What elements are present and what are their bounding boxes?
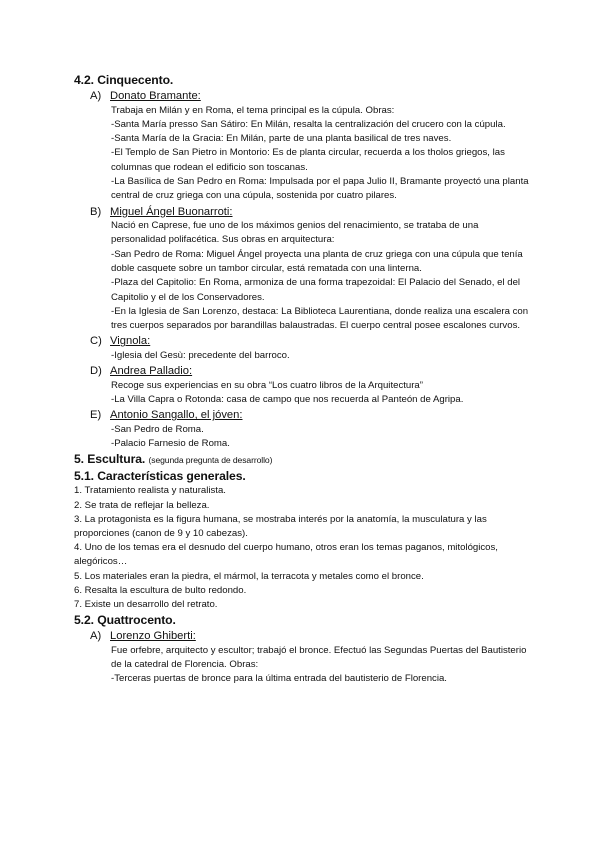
list-item-body	[74, 219, 534, 333]
list-item-title: Vignola:	[110, 335, 151, 348]
numbered-item: 3. La protagonista es la figura humana, se mostraba interés por la anatomía, la musculatura y las proporciones (canon de 9 y 10 cabezas).	[74, 513, 487, 540]
list-item-title: Andrea Palladio:	[110, 365, 193, 378]
list-item	[74, 629, 534, 644]
list-item	[74, 408, 534, 423]
paragraph: -Palacio Farnesio de Roma.	[111, 438, 230, 450]
list-item-body	[74, 423, 534, 452]
paragraph: -San Pedro de Roma: Miguel Ángel proyecta una planta de cruz griega con una cúpula que tenía doble casquete sobre un tambor circular, está rematada con una linterna.	[111, 248, 523, 274]
section-title: 4.2. Cinquecento.	[74, 73, 174, 87]
paragraph: -En la Iglesia de San Lorenzo, destaca: La Biblioteca Laurentiana, donde realiza una escalera con tres cuerpos separados por barandillas balaustradas. El cuerpo central posee escalones curvos.	[111, 305, 529, 332]
numbered-item: 1. Tratamiento realista y naturalista.	[74, 485, 226, 497]
list-item-title: Antonio Sangallo, el jóven:	[110, 409, 243, 422]
list-item-title: Miguel Ángel Buonarroti:	[110, 205, 233, 218]
paragraph: Trabaja en Milán y en Roma, el tema principal es la cúpula. Obras:	[111, 104, 395, 116]
list-marker: C)	[90, 335, 102, 348]
numbered-item: 5. Los materiales eran la piedra, el mármol, la terracota y metales como el bronce.	[74, 570, 424, 582]
document-content	[74, 72, 534, 687]
list-marker: A)	[90, 90, 102, 102]
section-title: 5.2. Quattrocento.	[74, 613, 176, 628]
paragraph: -Santa María de la Gracia: En Milán, parte de una planta basilical de tres naves.	[111, 133, 452, 145]
list-item-title: Lorenzo Ghiberti:	[110, 630, 196, 643]
list-item	[74, 334, 534, 349]
list-marker: A)	[90, 630, 102, 643]
numbered-item: 7. Existe un desarrollo del retrato.	[74, 599, 218, 611]
paragraph: Fue orfebre, arquitecto y escultor; trabajó el bronce. Efectuó las Segundas Puertas del Bautisterio de la catedral de Florencia. Obras:	[111, 644, 527, 671]
paragraph: Recoge sus experiencias en su obra “Los cuatro libros de la Arquitectura”	[111, 379, 423, 391]
list-item-title: Donato Bramante:	[110, 90, 201, 102]
list-marker: E)	[90, 409, 102, 422]
section-note: (segunda pregunta de desarrollo)	[148, 455, 273, 466]
list-marker: D)	[90, 365, 102, 378]
list-marker: B)	[90, 205, 102, 218]
list-item-body	[74, 379, 534, 408]
list-item-body	[74, 349, 534, 363]
list-item	[74, 205, 534, 220]
paragraph: -Plaza del Capitolio: En Roma, armoniza de una forma trapezoidal: El Palacio del Senado, el del Capitolio y el de los Conservadores.	[111, 277, 521, 303]
numbered-item: 6. Resalta la escultura de bulto redondo.	[74, 584, 247, 596]
numbered-item: 2. Se trata de reflejar la belleza.	[74, 499, 210, 511]
list-item-body	[74, 644, 534, 687]
numbered-list	[74, 484, 534, 612]
paragraph: -Terceras puertas de bronce para la última entrada del bautisterio de Florencia.	[111, 673, 447, 685]
numbered-item: 4. Uno de los temas era el desnudo del cuerpo humano, otros eran los temas paganos, mitológicos, alegóricos…	[74, 542, 498, 568]
section-title-text: 5. Escultura.	[74, 452, 146, 467]
paragraph: Nació en Caprese, fue uno de los máximos genios del renacimiento, se trataba de una personalidad polifacética. Sus obras en arquitectura:	[111, 220, 479, 246]
paragraph: -El Templo de San Pietro in Montorio: Es de planta circular, recuerda a los tholos griegos, las columnas que rodean el edificio son toscanas.	[111, 147, 505, 173]
section-title: 5.1. Características generales.	[74, 469, 246, 484]
paragraph: -Santa María presso San Sátiro: En Milán, resalta la centralización del crucero con la cúpula.	[111, 118, 506, 130]
paragraph: -La Basílica de San Pedro en Roma: Impulsada por el papa Julio II, Bramante proyectó una planta central de cruz griega con una cúpula, sostenida por cuatro pilares.	[111, 175, 529, 202]
paragraph: -Iglesia del Gesù: precedente del barroco.	[111, 349, 290, 361]
list-item	[74, 89, 534, 104]
paragraph: -La Villa Capra o Rotonda: casa de campo que nos recuerda al Panteón de Agripa.	[111, 394, 464, 406]
paragraph: -San Pedro de Roma.	[111, 423, 204, 435]
list-item	[74, 364, 534, 379]
section-title	[74, 451, 534, 468]
list-item-body	[74, 104, 534, 204]
